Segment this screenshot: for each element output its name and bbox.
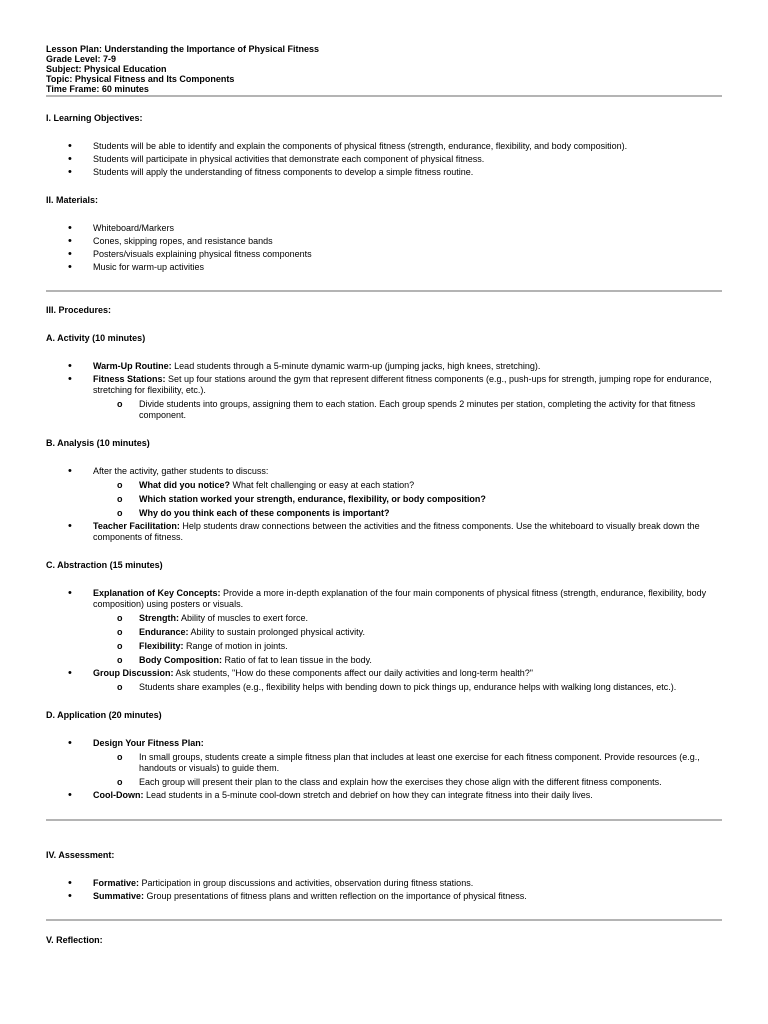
- item-label: Flexibility:: [139, 641, 184, 651]
- item-label: Group Discussion:: [93, 668, 174, 678]
- lesson-title: Lesson Plan: Understanding the Importance of Physical Fitness: [46, 44, 320, 54]
- item-text: Ratio of fat to lean tissue in the body.: [222, 655, 372, 665]
- item-label: Body Composition:: [139, 655, 222, 665]
- list-item: • Students will apply the understanding of fitness components to develop a simple fitness routine.: [46, 167, 722, 178]
- list-item: [46, 891, 722, 902]
- list-item: [46, 738, 722, 788]
- activity-heading: A. Activity (10 minutes): [46, 333, 146, 343]
- materials-heading: II. Materials:: [46, 195, 99, 205]
- item-text: After the activity, gather students to discuss:: [93, 466, 269, 476]
- sub-list: [93, 399, 722, 421]
- item-text: Ability to sustain prolonged physical activity.: [188, 627, 365, 637]
- procedures-heading: III. Procedures:: [46, 305, 112, 315]
- list-item: [46, 588, 722, 666]
- item-label: Warm-Up Routine:: [93, 361, 172, 371]
- list-item: • Whiteboard/Markers: [46, 223, 722, 234]
- sub-list-item: [93, 641, 722, 652]
- list-item: [46, 668, 722, 693]
- item-label: Explanation of Key Concepts:: [93, 588, 221, 598]
- abstraction-heading: C. Abstraction (15 minutes): [46, 560, 163, 570]
- item-text: Lead students through a 5-minute dynamic warm-up (jumping jacks, high knees, stretching).: [171, 361, 541, 371]
- sub-list-item: [93, 494, 722, 505]
- time-frame: Time Frame: 60 minutes: [46, 84, 149, 94]
- sub-list: [93, 613, 722, 666]
- item-text: Help students draw connections between the activities and the fitness components. Use the whiteboard to visually break down the components of fitness.: [93, 521, 700, 542]
- sub-list-item: o Divide students into groups, assigning them to each station. Each group spends 2 minutes per station, completing the activity for that fitness component.: [93, 399, 722, 421]
- sub-list-item: o Each group will present their plan to the class and explain how the exercises they chose align with the different fitness components.: [93, 777, 722, 788]
- sub-list-item: [93, 480, 722, 491]
- item-text: Set up four stations around the gym that represent different fitness components (e.g., push-ups for strength, jumping rope for endurance, stretching for flexibility, etc.).: [93, 374, 712, 395]
- application-heading: D. Application (20 minutes): [46, 710, 162, 720]
- item-label: Design Your Fitness Plan:: [93, 738, 204, 748]
- list-item: • Cones, skipping ropes, and resistance bands: [46, 236, 722, 247]
- list-item: • Music for warm-up activities: [46, 262, 722, 273]
- item-text: Lead students in a 5-minute cool-down stretch and debrief on how they can integrate fitness into their daily lives.: [143, 790, 593, 800]
- sub-list: [93, 480, 722, 519]
- list-item: [46, 361, 722, 372]
- sub-list-item: o In small groups, students create a simple fitness plan that includes at least one exercise for each fitness component. Provide resources (e.g., handouts or visuals) to guide them.: [93, 752, 722, 774]
- sub-list: [93, 682, 722, 693]
- reflection-heading: V. Reflection:: [46, 935, 103, 945]
- item-label: Why do you think each of these components is important?: [139, 508, 390, 518]
- item-text: Ability of muscles to exert force.: [179, 613, 309, 623]
- list-item: • Posters/visuals explaining physical fitness components: [46, 249, 722, 260]
- list-item: [46, 374, 722, 421]
- subject: Subject: Physical Education: [46, 64, 167, 74]
- divider: [46, 919, 722, 921]
- list-item: [46, 790, 722, 801]
- item-label: Endurance:: [139, 627, 189, 637]
- application-list: [46, 738, 722, 801]
- list-item: [46, 466, 722, 519]
- topic: Topic: Physical Fitness and Its Components: [46, 74, 235, 84]
- sub-list-item: [93, 613, 722, 624]
- sub-list-item: [93, 508, 722, 519]
- grade-level: Grade Level: 7-9: [46, 54, 117, 64]
- item-text: Provide a more in-depth explanation of the four main components of physical fitness (strength, endurance, flexibility, body composition) using posters or visuals.: [93, 588, 707, 609]
- sub-list-item: [93, 627, 722, 638]
- item-label: Fitness Stations:: [93, 374, 166, 384]
- sub-list-item: o Students share examples (e.g., flexibility helps with bending down to pick things up, endurance helps with walking long distances, etc.).: [93, 682, 722, 693]
- activity-list: [46, 361, 722, 421]
- list-item: • Students will be able to identify and explain the components of physical fitness (strength, endurance, flexibility, and body composition).: [46, 141, 722, 152]
- divider: [46, 290, 722, 292]
- objectives-heading: I. Learning Objectives:: [46, 113, 143, 123]
- analysis-heading: B. Analysis (10 minutes): [46, 438, 150, 448]
- abstraction-list: [46, 588, 722, 693]
- list-item: • Students will participate in physical activities that demonstrate each component of physical fitness.: [46, 154, 722, 165]
- objectives-list: [46, 141, 722, 178]
- sub-list-item: [93, 655, 722, 666]
- item-label: Strength:: [139, 613, 179, 623]
- sub-list: [93, 752, 722, 788]
- item-label: Formative:: [93, 878, 140, 888]
- item-text: Range of motion in joints.: [183, 641, 288, 651]
- divider: [46, 95, 722, 97]
- assessment-heading: IV. Assessment:: [46, 850, 115, 860]
- item-label: Which station worked your strength, endurance, flexibility, or body composition?: [139, 494, 486, 504]
- analysis-list: [46, 466, 722, 543]
- list-item: [46, 521, 722, 543]
- item-text: Ask students, "How do these components affect our daily activities and long-term health?": [173, 668, 533, 678]
- item-text: What felt challenging or easy at each station?: [230, 480, 415, 490]
- item-label: Cool-Down:: [93, 790, 144, 800]
- list-item: [46, 878, 722, 889]
- materials-list: [46, 223, 722, 273]
- document-header: [46, 44, 722, 94]
- lesson-plan-document: [46, 44, 722, 946]
- item-text: Participation in group discussions and activities, observation during fitness stations.: [139, 878, 474, 888]
- item-label: Teacher Facilitation:: [93, 521, 180, 531]
- assessment-list: [46, 878, 722, 902]
- divider: [46, 819, 722, 821]
- item-label: What did you notice?: [139, 480, 230, 490]
- item-label: Summative:: [93, 891, 145, 901]
- item-text: Group presentations of fitness plans and written reflection on the importance of physical fitness.: [144, 891, 527, 901]
